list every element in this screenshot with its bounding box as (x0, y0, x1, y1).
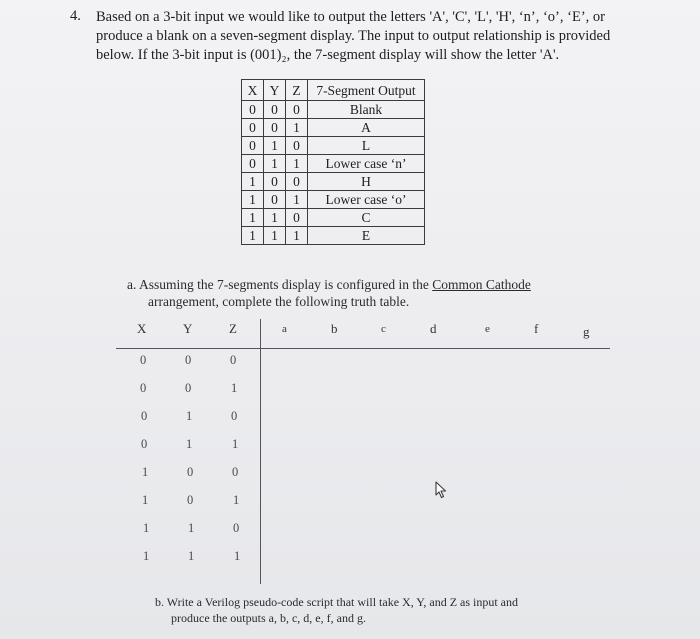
cell-z: 1 (286, 227, 308, 245)
cell-z: 1 (286, 191, 308, 209)
cell-z: 1 (286, 155, 308, 173)
tt-header-e: e (485, 323, 490, 335)
tt-cell-z: 0 (232, 465, 239, 479)
tt-cell-x: 0 (140, 381, 147, 395)
part-a-line (127, 276, 647, 293)
cell-z: 0 (286, 173, 308, 191)
cell-y: 0 (264, 101, 286, 119)
mouse-cursor-icon (434, 481, 448, 499)
input-output-table (241, 79, 425, 245)
cell-y: 0 (264, 119, 286, 137)
cell-output: A (308, 119, 425, 137)
tt-cell-z: 1 (231, 381, 238, 395)
cell-y: 0 (264, 191, 286, 209)
cell-output: Lower case ‘n’ (308, 155, 425, 173)
tt-header-y: Y (183, 321, 193, 336)
cell-y: 1 (264, 137, 286, 155)
tt-cell-x: 0 (141, 409, 148, 423)
tt-header-d: d (430, 321, 437, 336)
cell-y: 1 (264, 227, 286, 245)
tt-cell-x: 1 (142, 493, 149, 507)
tt-cell-y: 1 (188, 521, 195, 535)
part-a-prompt (127, 276, 647, 310)
tt-cell-x: 1 (143, 549, 150, 563)
cell-output: C (308, 209, 425, 227)
part-b-line: produce the outputs a, b, c, d, e, f, and g. (171, 611, 366, 625)
cell-z: 0 (286, 209, 308, 227)
table-row (242, 101, 425, 119)
tt-cell-z: 0 (231, 409, 238, 423)
tt-cell-z: 0 (230, 353, 237, 367)
tt-cell-x: 1 (143, 521, 150, 535)
part-a-text: Assuming the 7-segments display is configured in the (139, 277, 433, 292)
tt-header-f: f (534, 321, 539, 336)
tt-cell-x: 0 (141, 437, 148, 451)
cell-x: 1 (242, 173, 264, 191)
cell-y: 0 (264, 173, 286, 191)
common-cathode-term: Common Cathode (432, 277, 531, 292)
tt-cell-y: 0 (185, 353, 192, 367)
cell-y: 1 (264, 209, 286, 227)
question-text (96, 8, 656, 65)
table-header-row (242, 80, 425, 101)
tt-header-x: X (137, 321, 147, 336)
tt-cell-y: 0 (185, 381, 192, 395)
part-a-line: arrangement, complete the following truth table. (148, 294, 410, 309)
cell-z: 0 (286, 101, 308, 119)
cell-output: Lower case ‘o’ (308, 191, 425, 209)
header-y: Y (264, 80, 286, 101)
tt-cell-x: 1 (142, 465, 149, 479)
truth-table-header-rule (116, 348, 610, 349)
header-z: Z (286, 80, 308, 101)
part-b-text: Write a Verilog pseudo-code script that will take X, Y, and Z as input and (166, 595, 519, 609)
tt-header-a: a (282, 323, 287, 335)
cell-z: 0 (286, 137, 308, 155)
tt-header-g: g (583, 324, 590, 339)
cell-x: 0 (242, 101, 264, 119)
table-row (242, 191, 425, 209)
tt-cell-y: 1 (186, 409, 193, 423)
tt-cell-x: 0 (140, 353, 147, 367)
tt-cell-z: 0 (233, 521, 240, 535)
cell-output: H (308, 173, 425, 191)
cell-z: 1 (286, 119, 308, 137)
part-b-prompt (155, 594, 655, 626)
tt-header-b: b (331, 321, 338, 336)
tt-cell-z: 1 (233, 493, 240, 507)
cell-output: L (308, 137, 425, 155)
header-x: X (242, 80, 264, 101)
cell-output: Blank (308, 101, 425, 119)
cell-x: 1 (242, 191, 264, 209)
header-output: 7-Segment Output (308, 80, 425, 101)
table-row (242, 137, 425, 155)
cell-output: E (308, 227, 425, 245)
tt-cell-y: 0 (187, 493, 194, 507)
question-line: below. If the 3-bit input is (001)₂, the 7-segment display will show the letter 'A'. (96, 47, 560, 63)
tt-cell-y: 0 (187, 465, 194, 479)
question-line: Based on a 3-bit input we would like to output the letters 'A', 'C', 'L', 'H', ‘n’, ‘o’, ‘E’, or (96, 9, 605, 25)
cell-x: 0 (242, 137, 264, 155)
question-line: produce a blank on a seven-segment display. The input to output relationship is provided (96, 28, 611, 44)
table-row (242, 209, 425, 227)
cell-x: 1 (242, 227, 264, 245)
cell-x: 1 (242, 209, 264, 227)
truth-table-column-rule (260, 319, 261, 584)
cell-x: 0 (242, 155, 264, 173)
tt-cell-y: 1 (186, 437, 193, 451)
cell-x: 0 (242, 119, 264, 137)
table-row (242, 173, 425, 191)
part-b-line (155, 594, 655, 610)
table-row (242, 119, 425, 137)
tt-cell-z: 1 (232, 437, 239, 451)
part-b-label: b. (155, 595, 164, 609)
table-row (242, 155, 425, 173)
tt-cell-z: 1 (234, 549, 241, 563)
table-row (242, 227, 425, 245)
question-number: 4. (70, 8, 81, 24)
cell-y: 1 (264, 155, 286, 173)
part-a-label: a. (127, 277, 137, 292)
tt-cell-y: 1 (188, 549, 195, 563)
tt-header-z: Z (229, 321, 237, 336)
tt-header-c: c (381, 323, 386, 335)
